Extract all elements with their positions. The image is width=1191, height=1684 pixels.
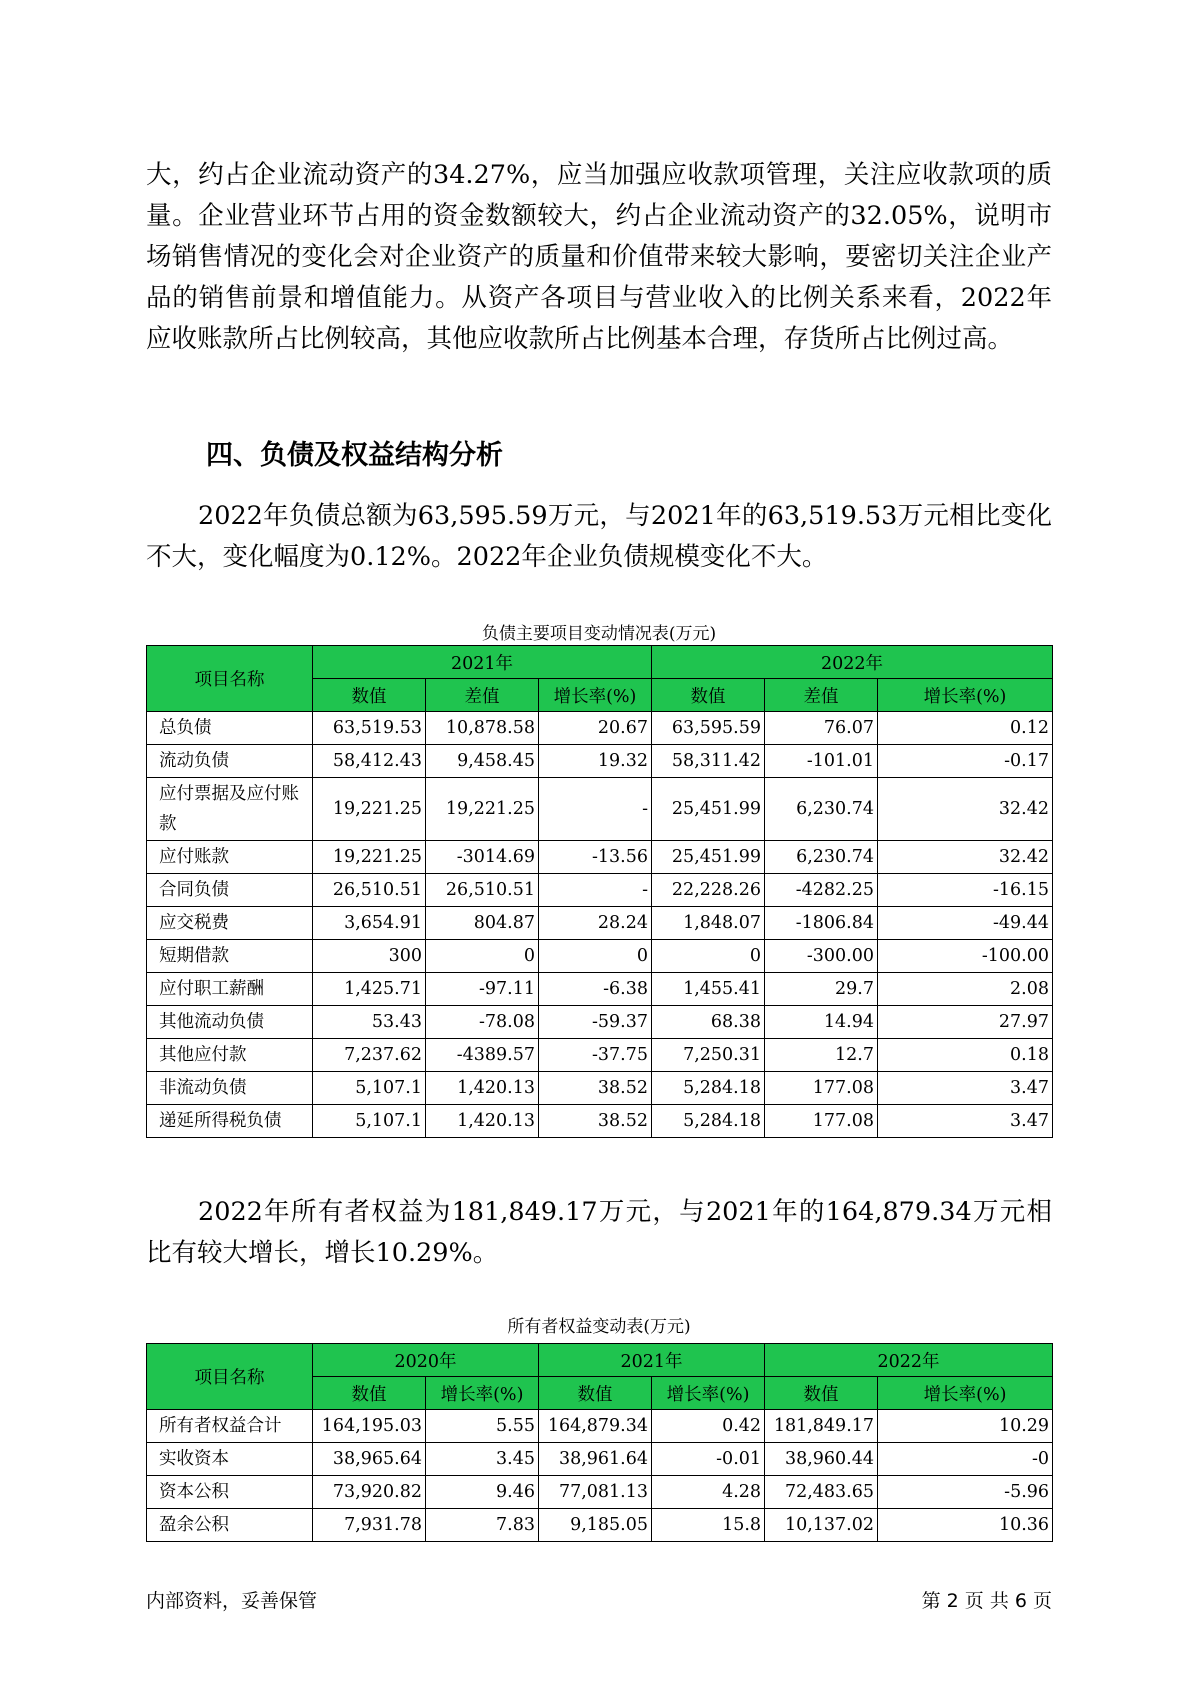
row-label: 总负债 [147,712,313,745]
table-cell: 5,284.18 [652,1105,765,1138]
table-cell: 19,221.25 [313,778,426,841]
table-row [147,841,1053,874]
table-cell: 22,228.26 [652,874,765,907]
row-label: 非流动负债 [147,1072,313,1105]
table-cell: 38.52 [539,1105,652,1138]
table-row [147,1509,1053,1542]
row-label: 应付账款 [147,841,313,874]
table-cell: 28.24 [539,907,652,940]
table-cell: 2.08 [878,973,1053,1006]
table-row [147,1039,1053,1072]
table-cell: 58,311.42 [652,745,765,778]
table-cell: 5,284.18 [652,1072,765,1105]
table-cell: -101.01 [765,745,878,778]
table-cell: 14.94 [765,1006,878,1039]
table-cell: 58,412.43 [313,745,426,778]
table-cell: 3.47 [878,1072,1053,1105]
liabilities-table-caption: 负债主要项目变动情况表(万元) [481,624,717,644]
footer-note: 内部资料，妥善保管 [146,1590,318,1612]
table-cell: -3014.69 [426,841,539,874]
table-cell: 29.7 [765,973,878,1006]
table-cell: 7,250.31 [652,1039,765,1072]
table-row [147,940,1053,973]
table-cell: -4282.25 [765,874,878,907]
table-row [147,1476,1053,1509]
row-label: 递延所得税负债 [147,1105,313,1138]
table-cell: -1806.84 [765,907,878,940]
row-label: 其他应付款 [147,1039,313,1072]
table-cell: 20.67 [539,712,652,745]
subheader: 差值 [426,679,539,712]
table-cell: 15.8 [652,1509,765,1542]
table-cell: 10.29 [878,1410,1053,1443]
table-cell: 181,849.17 [765,1410,878,1443]
table-cell: 5.55 [426,1410,539,1443]
table-cell: 0 [426,940,539,973]
table-cell: -0.17 [878,745,1053,778]
table-row [147,1443,1053,1476]
table-cell: 300 [313,940,426,973]
table-cell: -16.15 [878,874,1053,907]
body-paragraph-2: 2022年负债总额为63,595.59万元，与2021年的63,519.53万元相比变化不大，变化幅度为0.12%。2022年企业负债规模变化不大。 [146,501,1052,572]
table-cell: 38,961.64 [539,1443,652,1476]
table-row [147,1410,1053,1443]
table-cell: 32.42 [878,841,1053,874]
table-cell: 19,221.25 [426,778,539,841]
table-cell: 7,237.62 [313,1039,426,1072]
table-row [147,745,1053,778]
subheader: 数值 [313,679,426,712]
table-cell: 0.12 [878,712,1053,745]
table-cell: 9,185.05 [539,1509,652,1542]
table-cell: -100.00 [878,940,1053,973]
table-cell: 26,510.51 [313,874,426,907]
table-cell: 12.7 [765,1039,878,1072]
table-cell: 3,654.91 [313,907,426,940]
table-cell: 7.83 [426,1509,539,1542]
table-cell: 1,848.07 [652,907,765,940]
table-row [147,1105,1053,1138]
table-cell: 0.42 [652,1410,765,1443]
table-cell: -78.08 [426,1006,539,1039]
table-cell: -49.44 [878,907,1053,940]
table-cell: 10.36 [878,1509,1053,1542]
table-cell: -37.75 [539,1039,652,1072]
table-cell: - [539,874,652,907]
table-cell: -59.37 [539,1006,652,1039]
table-cell: 4.28 [652,1476,765,1509]
table-cell: 76.07 [765,712,878,745]
table-cell: 77,081.13 [539,1476,652,1509]
table-cell: 6,230.74 [765,778,878,841]
table-row [147,973,1053,1006]
table-cell: -5.96 [878,1476,1053,1509]
subheader: 增长率(%) [878,679,1053,712]
subheader: 差值 [765,679,878,712]
equity-table [146,1343,1053,1542]
table-cell: 164,879.34 [539,1410,652,1443]
table-cell: 10,137.02 [765,1509,878,1542]
table-cell: 177.08 [765,1105,878,1138]
subheader: 增长率(%) [878,1377,1053,1410]
subheader: 数值 [652,679,765,712]
table-row [147,778,1053,841]
table-cell: 5,107.1 [313,1072,426,1105]
table-row [147,907,1053,940]
row-label: 实收资本 [147,1443,313,1476]
table-cell: 27.97 [878,1006,1053,1039]
table-cell: 0.18 [878,1039,1053,1072]
table-cell: 1,420.13 [426,1072,539,1105]
row-label: 盈余公积 [147,1509,313,1542]
table-cell: 9.46 [426,1476,539,1509]
table-cell: 38,965.64 [313,1443,426,1476]
table-cell: 177.08 [765,1072,878,1105]
table-cell: -6.38 [539,973,652,1006]
row-label: 应交税费 [147,907,313,940]
table-cell: 10,878.58 [426,712,539,745]
table-row [147,712,1053,745]
body-paragraph-3: 2022年所有者权益为181,849.17万元，与2021年的164,879.34万元相比有较大增长，增长10.29%。 [146,1197,1053,1268]
table-cell: 19.32 [539,745,652,778]
equity-table-caption: 所有者权益变动表(万元) [507,1317,691,1337]
table-cell: 73,920.82 [313,1476,426,1509]
table-cell: -300.00 [765,940,878,973]
table-cell: 26,510.51 [426,874,539,907]
subheader: 数值 [313,1377,426,1410]
row-label: 其他流动负债 [147,1006,313,1039]
liabilities-table [146,645,1053,1138]
table-cell: 63,595.59 [652,712,765,745]
table-cell: 32.42 [878,778,1053,841]
section-heading: 四、负债及权益结构分析 [206,440,503,471]
row-label: 流动负债 [147,745,313,778]
subheader: 增长率(%) [539,679,652,712]
table-cell: - [539,778,652,841]
subheader: 数值 [539,1377,652,1410]
year-header: 2022年 [652,646,1053,679]
table-cell: -0.01 [652,1443,765,1476]
table-cell: 19,221.25 [313,841,426,874]
row-label: 合同负债 [147,874,313,907]
table-cell: 1,420.13 [426,1105,539,1138]
body-paragraph-1: 大，约占企业流动资产的34.27%，应当加强应收款项管理，关注应收款项的质量。企业营业环节占用的资金数额较大，约占企业流动资产的32.05%，说明市场销售情况的变化会对企业资产的质量和价值带来较大影响，要密切关注企业产品的销售前景和增值能力。从资产各项目与营业收入的比例关系来看，2022年应收账款所占比例较高，其他应收款所占比例基本合理，存货所占比例过高。 [146,160,1052,354]
table-cell: -0 [878,1443,1053,1476]
row-label: 所有者权益合计 [147,1410,313,1443]
name-header: 项目名称 [147,646,313,712]
table-cell: 25,451.99 [652,841,765,874]
table-cell: 53.43 [313,1006,426,1039]
year-header: 2022年 [765,1344,1053,1377]
table-cell: 25,451.99 [652,778,765,841]
subheader: 增长率(%) [426,1377,539,1410]
name-header: 项目名称 [147,1344,313,1410]
table-cell: 1,455.41 [652,973,765,1006]
subheader: 增长率(%) [652,1377,765,1410]
table-cell: 5,107.1 [313,1105,426,1138]
table-cell: 3.45 [426,1443,539,1476]
year-header: 2020年 [313,1344,539,1377]
table-cell: 1,425.71 [313,973,426,1006]
table-cell: 6,230.74 [765,841,878,874]
table-cell: 0 [652,940,765,973]
page-number: 第 2 页 共 6 页 [921,1590,1052,1612]
year-header: 2021年 [313,646,652,679]
table-cell: 7,931.78 [313,1509,426,1542]
row-label: 资本公积 [147,1476,313,1509]
table-cell: 0 [539,940,652,973]
table-cell: 38,960.44 [765,1443,878,1476]
subheader: 数值 [765,1377,878,1410]
table-cell: 164,195.03 [313,1410,426,1443]
table-cell: 63,519.53 [313,712,426,745]
table-cell: 3.47 [878,1105,1053,1138]
table-cell: 72,483.65 [765,1476,878,1509]
table-row [147,874,1053,907]
table-cell: 804.87 [426,907,539,940]
row-label: 应付职工薪酬 [147,973,313,1006]
table-row [147,1072,1053,1105]
table-cell: 68.38 [652,1006,765,1039]
table-cell: -97.11 [426,973,539,1006]
table-cell: -13.56 [539,841,652,874]
year-header: 2021年 [539,1344,765,1377]
table-cell: 9,458.45 [426,745,539,778]
table-row [147,1006,1053,1039]
table-cell: 38.52 [539,1072,652,1105]
row-label: 短期借款 [147,940,313,973]
row-label: 应付票据及应付账款 [147,778,313,841]
table-cell: -4389.57 [426,1039,539,1072]
